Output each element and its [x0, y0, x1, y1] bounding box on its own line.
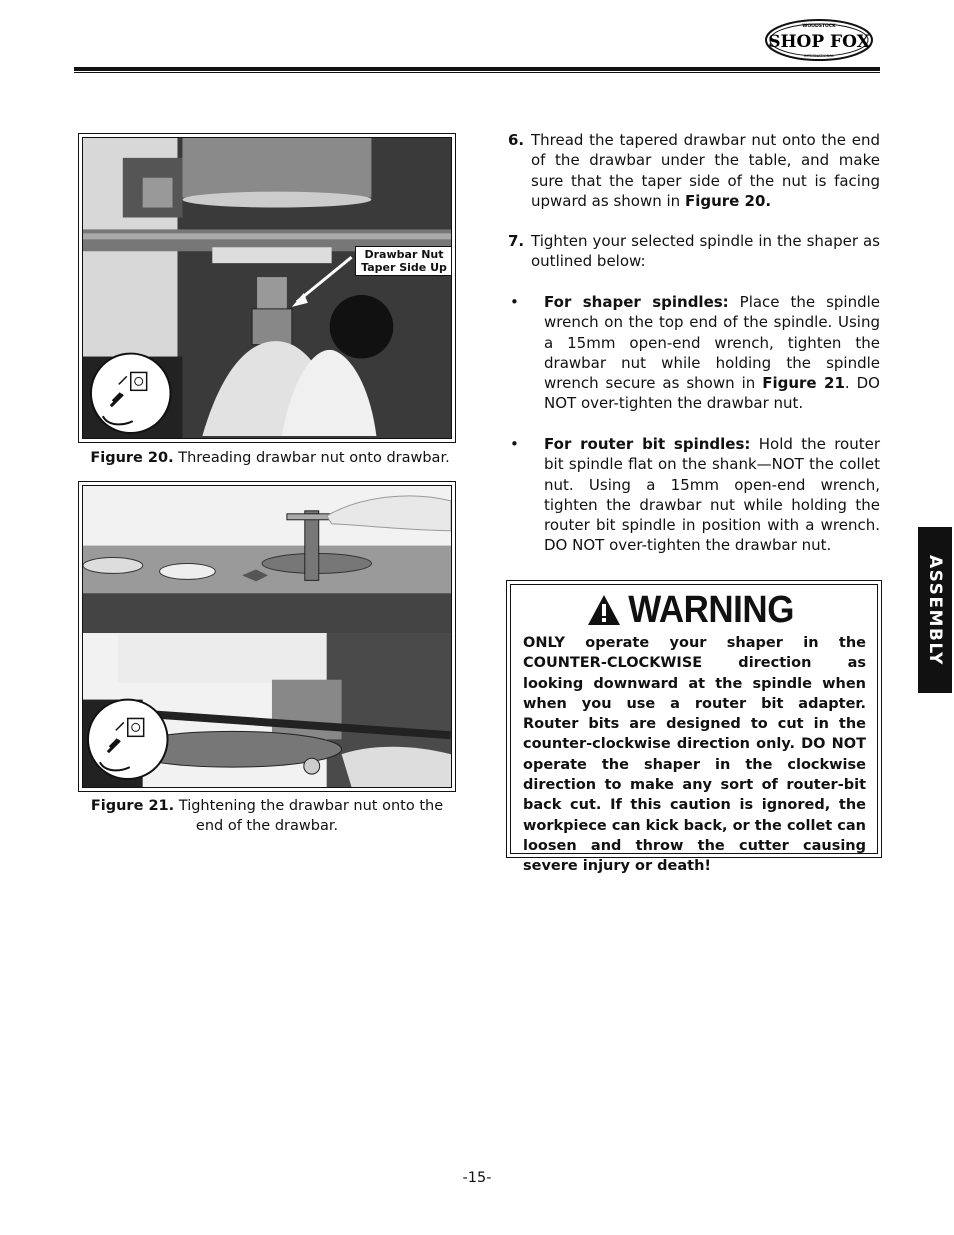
bullet-lead: For router bit spindles: [544, 435, 751, 453]
bullet-lead: For shaper spindles: [544, 293, 729, 311]
bullet-dot: • [510, 293, 519, 311]
figure-21-caption [74, 796, 460, 836]
bullet-text-b: . DO NOT over-tighten the drawbar nut. [544, 374, 880, 413]
figure-20-caption [74, 448, 466, 468]
warning-title-text: WARNING [628, 589, 795, 631]
warning-box [506, 580, 882, 875]
section-tab-label: ASSEMBLY [925, 554, 945, 666]
figure-21-caption-text-2: end of the drawbar. [195, 818, 339, 834]
step-text [531, 130, 880, 211]
callout-line-1: Drawbar Nut [364, 248, 444, 261]
bullet-text [544, 434, 880, 556]
warning-text: ONLY operate your shaper in the COUNTER-CLOCKWISE direction as looking downward at the spindle when when you use a router bit adapter. Router bits are designed to cut in the counter-clockwise direction only. DO NOT operate the shaper in the clockwise direction to make any sort of router-bit back cut. If this caution is ignored, the workpiece can kick back, or the collet can loosen and throw the cutter causing severe injury or death! [523, 635, 866, 875]
figure-21-caption-text-1: Tightening the drawbar nut onto the [174, 798, 444, 814]
step-7-text: Tighten your selected spindle in the shaper as outlined below: [531, 232, 880, 271]
bullet-router-bit-spindles [508, 434, 880, 556]
step-number: 6. [508, 131, 525, 149]
figure-20-caption-label: Figure 20. [90, 450, 174, 466]
bullet-text [544, 292, 880, 414]
logo-brand: SHOP FOX [768, 32, 870, 52]
step-6-text: Thread the tapered drawbar nut onto the end of the drawbar under the table, and make sure that the taper side of the nut is facing upward as shown in [531, 131, 880, 210]
figure-21-ref: Figure 21 [762, 374, 845, 393]
header-rule [74, 67, 880, 71]
section-tab-assembly [918, 527, 952, 693]
header-rule-thin [74, 72, 880, 73]
warning-triangle-icon [587, 594, 621, 626]
bullet-text-a: Hold the router bit spindle flat on the shank—NOT the collet nut. Using a 15mm open-end wrench, tighten the drawbar nut while holding the router bit spindle in position with a wrench. DO NOT over-tighten the drawbar nut. [544, 435, 880, 555]
warning-title [523, 591, 866, 629]
callout-drawbar-nut [355, 246, 452, 276]
figure-21 [78, 481, 456, 792]
figure-21-photo [82, 485, 452, 788]
step-6 [508, 130, 880, 211]
bullet-shaper-spindles [508, 292, 880, 414]
step-7 [508, 231, 880, 272]
figure-20-photo [82, 137, 452, 439]
figure-21-caption-label: Figure 21. [90, 798, 175, 814]
step-number: 7. [508, 232, 525, 250]
bullet-text-a: Place the spindle wrench on the top end of the spindle. Using a 15mm open-end wrench, tighten the drawbar nut while holding the spindle wrench secure as shown in [544, 293, 880, 393]
page-number: -15- [462, 1170, 492, 1186]
figure-20-ref: Figure 20. [684, 191, 772, 210]
figure-20-caption-text: Threading drawbar nut onto drawbar. [173, 450, 450, 466]
shop-fox-logo [764, 18, 874, 62]
logo-sub-bottom: INTERNATIONAL [803, 53, 835, 58]
figure-20 [78, 133, 456, 443]
warning-inner [510, 584, 878, 875]
callout-line-2: Taper Side Up [361, 261, 447, 274]
logo-sub-top: WOODSTOCK [802, 24, 836, 29]
bullet-dot: • [510, 435, 519, 453]
